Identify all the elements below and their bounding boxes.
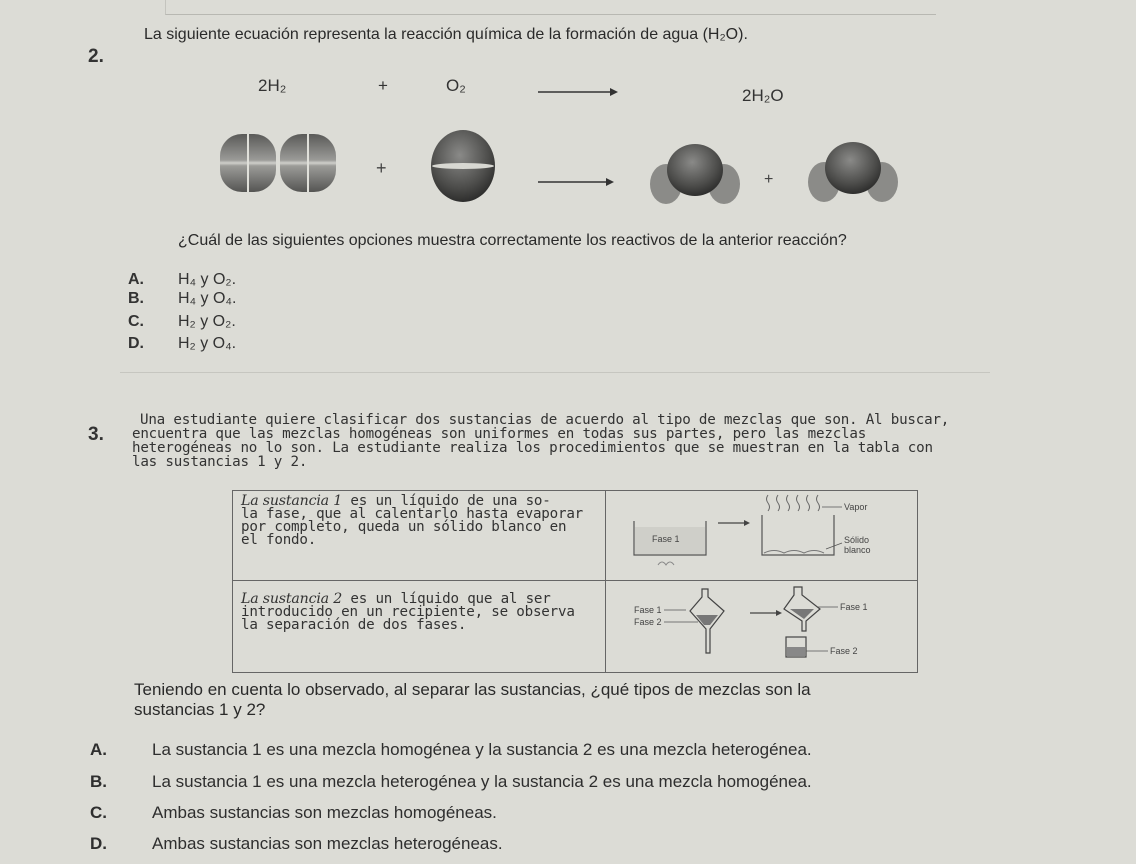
option-c[interactable] [128,313,236,331]
question-3-intro-line: las sustancias 1 y 2. [132,454,308,470]
description-text: el fondo. [241,532,317,548]
oxygen-molecule-icon [431,130,495,202]
water-molecule-icon [808,142,898,202]
answer-text: La sustancia 1 es una mezcla homogénea y la sustancia 2 es una mezcla heterogénea. [152,740,812,759]
table-row [233,581,918,673]
description-text: por completo, queda un sólido blanco en [241,519,567,535]
option-letter: A. [128,271,144,288]
answer-letter: C. [90,803,107,822]
option-letter: B. [128,290,144,307]
question-3-number: 3. [88,424,104,445]
equation-arrow-icon [538,86,618,98]
answer-text: Ambas sustancias son mezclas homogéneas. [152,803,497,822]
previous-page-border [165,0,936,15]
solid-label: blanco [844,545,871,555]
equation-product-h2o: 2H₂O [742,86,784,105]
flame-icon [658,562,674,565]
question-3-intro-line: heterogéneas no lo son. La estudiante realiza los procedimientos que se muestran en la tabla con [132,440,933,456]
equation-reactant-h2: 2H₂ [258,76,287,95]
procedure-description [233,491,606,581]
procedure-figure [606,581,918,673]
solid-label: Sólido [844,535,870,545]
question-3-intro-line: Una estudiante quiere clasificar dos sustancias de acuerdo al tipo de mezclas que son. Al buscar, [140,412,950,428]
option-a[interactable] [128,271,236,289]
hydrogen-molecule-icon [220,134,276,192]
vapor-label: Vapor [844,502,868,512]
plus-sign: + [376,158,387,178]
answer-letter: A. [90,740,107,759]
section-divider [120,372,990,373]
description-text: es un líquido que al ser [342,591,551,607]
option-text: H₄ y O₄. [178,290,237,307]
water-molecule-icon [650,144,740,204]
question-3-prompt: sustancias 1 y 2? [134,700,266,719]
substance-name: La sustancia 1 [241,493,343,509]
plus-sign: + [764,171,774,188]
procedure-description [233,581,606,673]
answer-a[interactable] [90,740,812,760]
procedure-figure [606,491,918,581]
question-2-prompt: ¿Cuál de las siguientes opciones muestra correctamente los reactivos de la anterior reacción? [178,232,847,249]
answer-text: La sustancia 1 es una mezcla heterogénea y la sustancia 2 es una mezcla homogénea. [152,772,812,791]
equation-plus: + [378,76,388,95]
equation-reactant-o2: O₂ [446,76,466,95]
answer-b[interactable] [90,772,812,792]
answer-c[interactable] [90,803,497,823]
answer-letter: D. [90,834,107,853]
option-text: H₂ y O₂. [178,313,236,330]
description-text: introducido en un recipiente, se observa [241,604,575,620]
procedure-table [232,490,918,673]
answer-text: Ambas sustancias son mezclas heterogéneas. [152,834,503,853]
phase-label: Fase 1 [634,605,662,615]
substance-name: La sustancia 2 [241,591,343,607]
separatory-funnel-diagram [606,581,916,667]
option-letter: D. [128,335,144,352]
option-b[interactable] [128,290,236,308]
phase-label: Fase 2 [634,617,662,627]
phase-label: Fase 1 [840,602,868,612]
option-text: H₄ y O₂. [178,271,237,288]
table-row [233,491,918,581]
question-2-number: 2. [88,46,104,67]
answer-letter: B. [90,772,107,791]
answer-d[interactable] [90,834,503,854]
question-3-intro-line: encuentra que las mezclas homogéneas son uniformes en todas sus partes, pero las mezclas [132,426,867,442]
hydrogen-molecule-icon [280,134,336,192]
question-3-prompt: Teniendo en cuenta lo observado, al separar las sustancias, ¿qué tipos de mezclas son la [134,680,811,699]
option-d[interactable] [128,335,236,353]
question-2-statement: La siguiente ecuación representa la reacción química de la formación de agua (H₂O). [144,26,748,43]
description-text: es un líquido de una so- [342,493,551,509]
vapor-icon [767,495,820,511]
phase-label: Fase 1 [652,534,680,544]
description-text: la separación de dos fases. [241,617,467,633]
evaporation-diagram [606,491,916,575]
option-text: H₂ y O₄. [178,335,237,352]
description-text: la fase, que al calentarlo hasta evaporar [241,506,584,522]
option-letter: C. [128,313,144,330]
molecule-illustration [210,128,900,208]
phase-label: Fase 2 [830,646,858,656]
